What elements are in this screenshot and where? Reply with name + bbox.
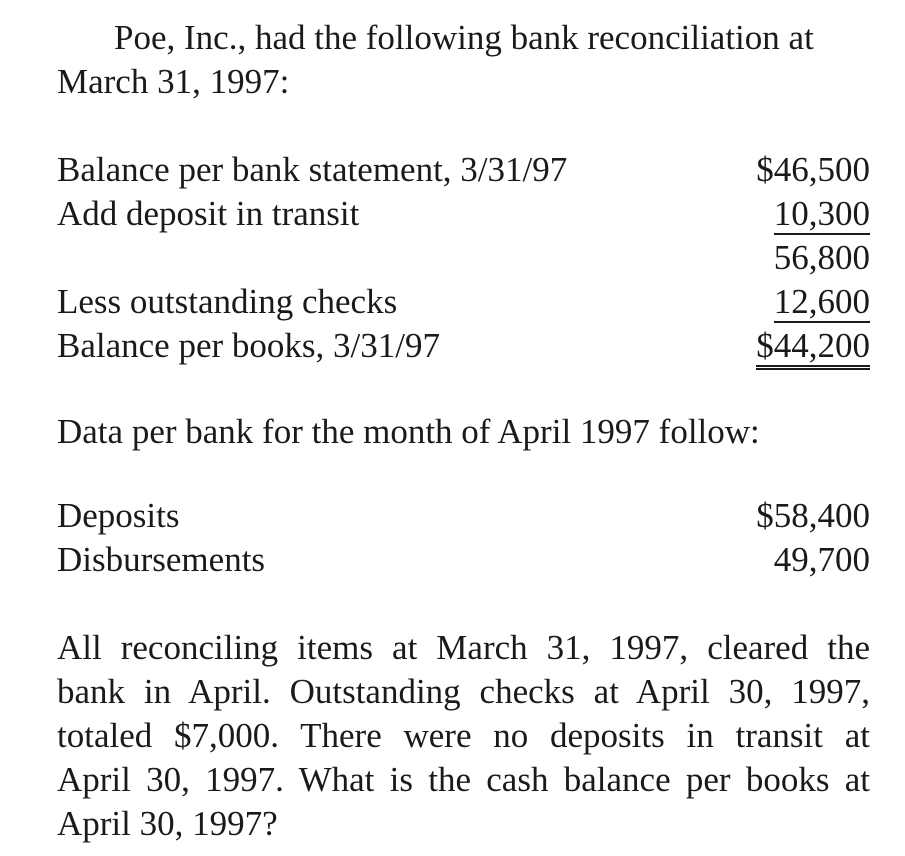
april-label: Deposits	[57, 496, 180, 535]
april-row-disbursements	[57, 538, 870, 582]
reconciliation-table	[57, 148, 870, 368]
recon-row-bank-balance	[57, 148, 870, 192]
recon-row-subtotal	[57, 236, 870, 280]
recon-label: Less outstanding checks	[57, 282, 398, 321]
problem-text	[57, 16, 870, 846]
april-amount: 49,700	[773, 540, 870, 579]
recon-label: Balance per bank statement, 3/31/97	[57, 150, 568, 189]
recon-row-book-balance	[57, 324, 870, 368]
question-line: April 30, 1997?	[57, 804, 278, 843]
recon-amount: 10,300	[773, 194, 870, 233]
question-line: totaled $7,000. There were no deposits in transit at	[57, 716, 870, 755]
recon-amount: $44,200	[756, 327, 870, 370]
recon-row-outstanding-checks	[57, 280, 870, 324]
intro-paragraph	[57, 16, 870, 104]
question-paragraph	[57, 626, 870, 846]
april-data-table	[57, 494, 870, 582]
recon-amount: 12,600	[773, 282, 870, 321]
question-line: All reconciling items at March 31, 1997, cleared the	[57, 628, 870, 667]
recon-amount: 56,800	[773, 238, 870, 277]
april-row-deposits	[57, 494, 870, 538]
intro-line-2: March 31, 1997:	[57, 62, 290, 101]
april-label: Disbursements	[57, 540, 266, 579]
recon-row-deposit-in-transit	[57, 192, 870, 236]
april-heading: Data per bank for the month of April 1997 follow:	[57, 412, 760, 451]
recon-label: Add deposit in transit	[57, 194, 360, 233]
april-amount: $58,400	[756, 496, 870, 535]
intro-line-1: Poe, Inc., had the following bank reconciliation at	[114, 18, 814, 57]
recon-amount: $46,500	[756, 150, 870, 189]
recon-label: Balance per books, 3/31/97	[57, 326, 440, 365]
question-line: bank in April. Outstanding checks at April 30, 1997,	[57, 672, 870, 711]
question-line: April 30, 1997. What is the cash balance per books at	[57, 760, 870, 799]
